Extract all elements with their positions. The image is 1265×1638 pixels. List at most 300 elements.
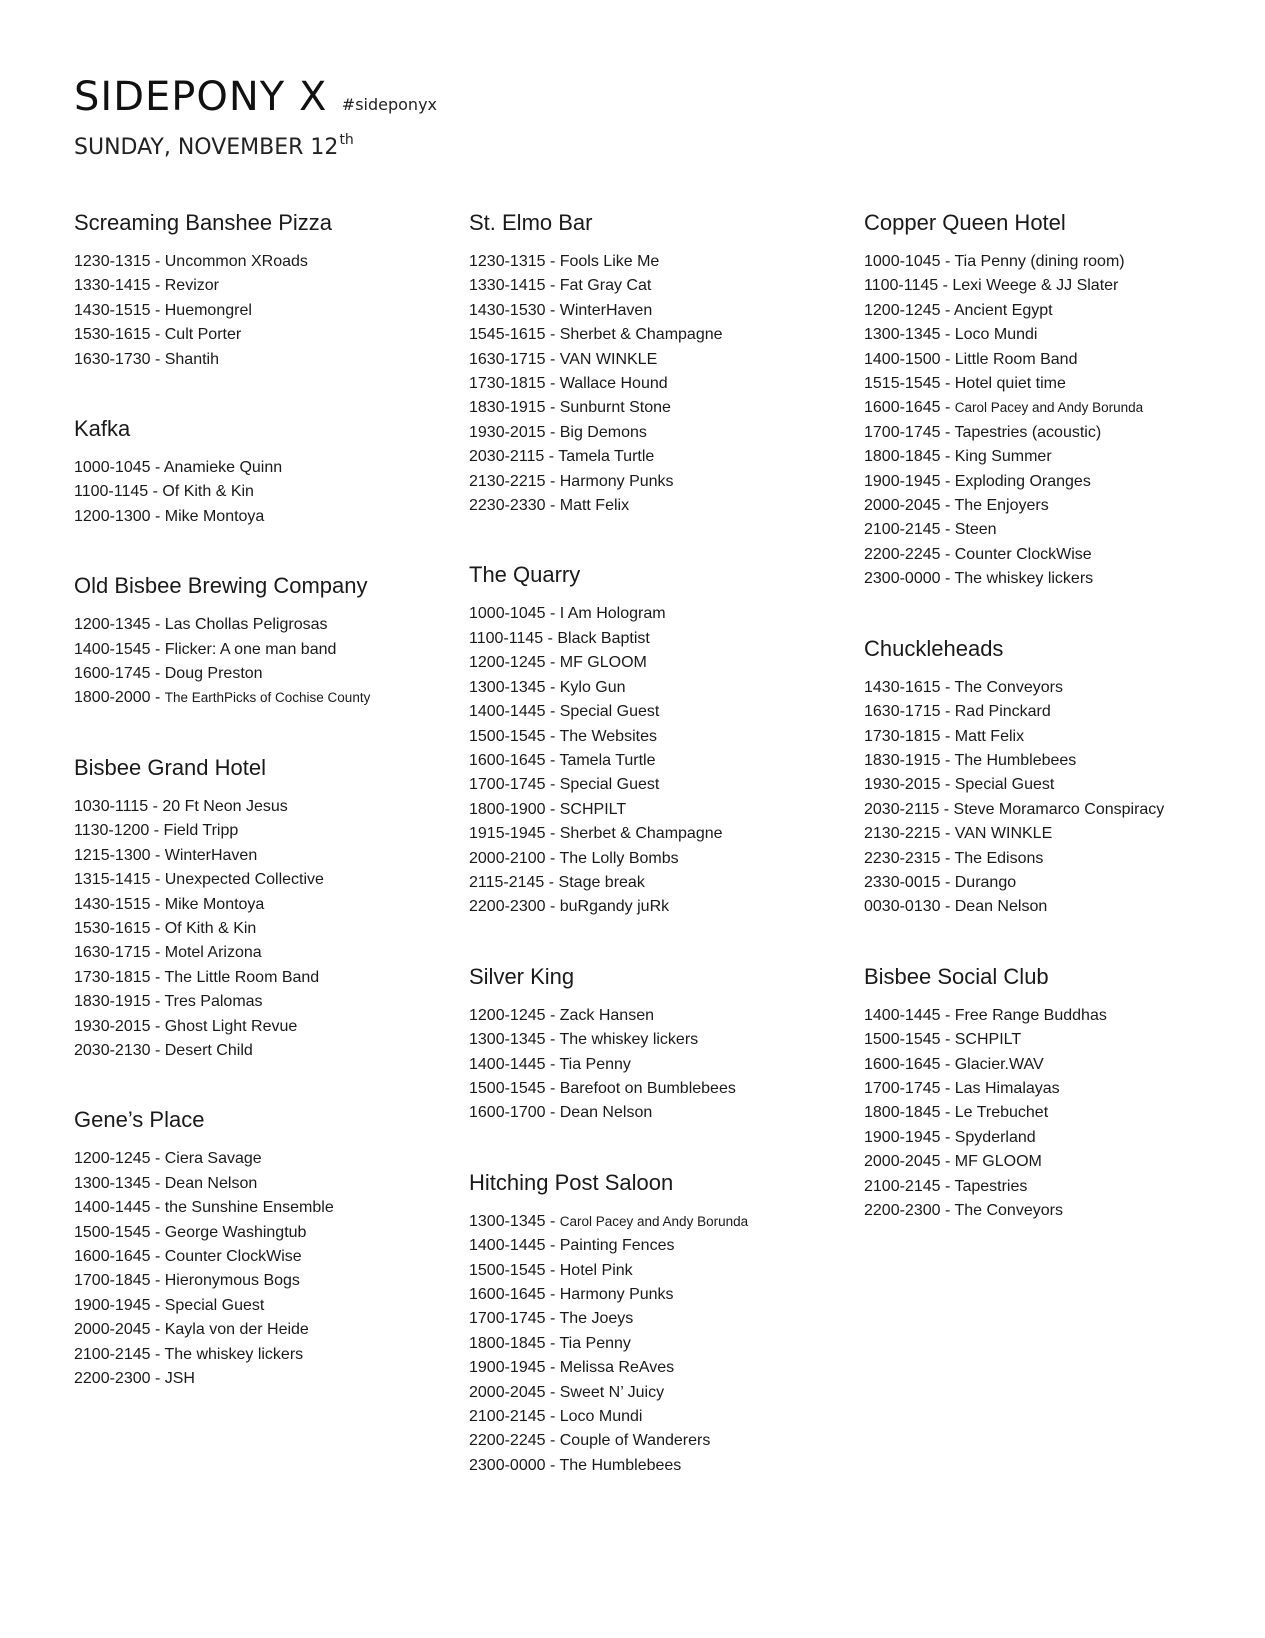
slot-act: Las Himalayas (954, 1079, 1060, 1097)
slot-act: Wallace Hound (559, 375, 668, 393)
slot-act: Melissa ReAves (559, 1359, 675, 1377)
schedule-slot (864, 396, 1244, 420)
slot-separator: - (150, 616, 165, 634)
schedule-slot (74, 274, 454, 298)
schedule-slot (469, 445, 849, 469)
schedule-slot (864, 1077, 1244, 1101)
slot-time: 2100-2145 (864, 521, 941, 539)
slot-time: 1000-1045 (864, 253, 941, 270)
slot-separator: - (940, 472, 955, 490)
slot-separator: - (545, 423, 560, 441)
schedule-slot (469, 871, 849, 895)
schedule-slot (74, 662, 454, 686)
schedule-slot (469, 773, 849, 797)
slot-act: Of Kith & Kin (162, 483, 254, 501)
schedule-slot (864, 725, 1244, 749)
slot-time: 2030-2130 (74, 1041, 151, 1059)
slot-separator: - (545, 678, 560, 696)
slot-time: 1100-1145 (864, 277, 939, 295)
slot-time: 1215-1300 (74, 846, 151, 864)
schedule-column-3 (864, 210, 1244, 1267)
slot-act: Black Baptist (557, 629, 650, 647)
slot-separator: - (940, 678, 955, 696)
slot-time: 1430-1530 (469, 301, 546, 319)
slot-time: 2200-2300 (74, 1370, 151, 1387)
slot-act: Dean Nelson (954, 898, 1048, 916)
slot-separator: - (544, 448, 559, 466)
slot-act: The EarthPicks of Cochise County (164, 690, 371, 706)
slot-act: The Lolly Bombs (559, 849, 679, 867)
slot-act: VAN WINKLE (954, 825, 1053, 843)
slot-time: 1500-1545 (74, 1223, 151, 1241)
slot-time: 1200-1245 (469, 1006, 546, 1024)
slot-act: Ghost Light Revue (164, 1017, 298, 1035)
slot-separator: - (150, 1017, 165, 1035)
slot-time: 2100-2145 (74, 1345, 151, 1363)
schedule-slot (469, 1053, 849, 1077)
slot-act: Tres Palomas (164, 993, 263, 1011)
schedule-slot (74, 480, 454, 504)
slot-act: The Humblebees (954, 751, 1077, 769)
schedule-slot (864, 1199, 1244, 1223)
schedule-slot (469, 1028, 849, 1052)
slot-time: 1200-1300 (74, 507, 151, 525)
slot-time: 1315-1415 (74, 871, 151, 889)
venue-title: Gene’s Place (74, 1107, 205, 1133)
slot-act: The Joeys (559, 1310, 634, 1328)
slot-separator: - (545, 1212, 560, 1230)
venue-title: Kafka (74, 416, 131, 442)
schedule-slot (74, 868, 454, 892)
slot-time: 1400-1445 (469, 1237, 546, 1255)
slot-act: Loco Mundi (559, 1408, 643, 1426)
slot-separator: - (545, 849, 560, 867)
slot-time: 1800-1845 (469, 1334, 546, 1352)
slot-act: Shantih (164, 350, 219, 368)
slot-time: 1400-1545 (74, 640, 151, 658)
slot-time: 1700-1745 (864, 1079, 941, 1097)
schedule-slot (469, 323, 849, 347)
schedule-slot (74, 299, 454, 323)
slot-time: 1600-1645 (469, 1286, 546, 1303)
slot-act: Little Room Band (954, 350, 1078, 368)
schedule-slot (469, 1356, 849, 1380)
schedule-slot (469, 470, 849, 494)
schedule-slot (469, 1004, 849, 1028)
schedule-slot (469, 1259, 849, 1283)
slot-act: The whiskey lickers (559, 1031, 699, 1049)
slot-time: 1630-1715 (469, 350, 546, 368)
slot-time: 1300-1345 (469, 1031, 546, 1049)
venue-screaming-banshee-pizza (74, 210, 454, 372)
slot-time: 1300-1345 (469, 1212, 546, 1230)
slot-time: 1800-1900 (469, 800, 546, 818)
slot-time: 1800-2000 (74, 689, 151, 707)
slot-time: 1400-1445 (469, 703, 546, 721)
schedule-slot (74, 1196, 454, 1220)
slot-act: Steve Moramarco Conspiracy (953, 800, 1165, 818)
schedule-slot (74, 1245, 454, 1269)
schedule-slot (469, 1381, 849, 1405)
slot-separator: - (150, 1345, 165, 1363)
slot-act: Steen (954, 521, 997, 539)
slot-act: Le Trebuchet (954, 1104, 1049, 1122)
slot-time: 1630-1715 (864, 703, 941, 721)
slot-act: Special Guest (164, 1296, 265, 1314)
schedule-slot (74, 1039, 454, 1063)
schedule-slot (864, 372, 1244, 396)
slot-time: 1430-1615 (864, 678, 941, 696)
slot-act: Spyderland (954, 1128, 1036, 1146)
slot-time: 1700-1745 (469, 776, 546, 794)
venue-hitching-post-saloon (469, 1170, 849, 1478)
slot-act: Las Chollas Peligrosas (164, 616, 328, 634)
slot-act: WinterHaven (559, 301, 653, 319)
schedule-slot (74, 1294, 454, 1318)
schedule-slot (864, 749, 1244, 773)
slot-separator: - (150, 1247, 165, 1265)
venue-gene-s-place (74, 1107, 454, 1391)
venue-the-quarry (469, 562, 849, 919)
slot-act: Stage break (558, 873, 645, 891)
slot-time: 1500-1545 (469, 1079, 546, 1097)
slot-act: Motel Arizona (164, 944, 262, 962)
slot-separator: - (150, 1321, 165, 1339)
slot-time: 2030-2115 (469, 448, 545, 466)
slot-time: 1300-1345 (864, 326, 941, 344)
slot-separator: - (150, 968, 165, 986)
slot-time: 2000-2045 (469, 1383, 546, 1401)
schedule-slot (864, 1126, 1244, 1150)
schedule-slot (469, 676, 849, 700)
schedule-slot (864, 250, 1244, 274)
slot-act: The Conveyors (954, 1202, 1063, 1219)
slot-time: 2130-2215 (469, 472, 546, 490)
slot-separator: - (545, 776, 560, 794)
slot-separator: - (545, 751, 560, 769)
schedule-slot (74, 941, 454, 965)
slot-time: 2330-0015 (864, 873, 941, 891)
slot-act: Special Guest (559, 703, 660, 721)
slot-act: Big Demons (559, 423, 647, 441)
slot-act: Revizor (164, 277, 219, 295)
slot-separator: - (150, 253, 165, 270)
slot-act: Desert Child (164, 1041, 253, 1059)
slot-separator: - (543, 629, 558, 647)
slot-time: 1600-1645 (469, 751, 546, 769)
schedule-slot (74, 686, 454, 710)
slot-separator: - (940, 1104, 955, 1122)
schedule-slot (864, 1004, 1244, 1028)
slot-separator: - (940, 1128, 955, 1146)
slot-time: 2230-2315 (864, 849, 941, 867)
slot-time: 1500-1545 (469, 727, 546, 745)
slot-separator: - (545, 1031, 560, 1049)
slot-separator: - (150, 665, 165, 683)
event-title: SIDEPONY X (74, 74, 328, 120)
schedule-slot (469, 1234, 849, 1258)
slot-separator: - (150, 919, 165, 937)
slot-time: 2200-2300 (864, 1202, 941, 1219)
schedule-slot (469, 1307, 849, 1331)
schedule-slot (864, 494, 1244, 518)
slot-act: The Edisons (954, 849, 1044, 867)
slot-act: MF GLOOM (954, 1153, 1042, 1171)
slot-time: 1930-2015 (864, 776, 941, 794)
slot-act: Sunburnt Stone (559, 399, 671, 417)
slot-separator: - (150, 1296, 165, 1314)
slot-separator: - (545, 1079, 560, 1097)
slot-time: 1700-1845 (74, 1272, 151, 1290)
schedule-slot (469, 348, 849, 372)
slot-separator: - (150, 1150, 165, 1168)
schedule-slot (74, 323, 454, 347)
slot-time: 1700-1745 (469, 1310, 546, 1328)
slot-time: 2200-2245 (864, 545, 941, 563)
slot-act: Tia Penny (559, 1334, 631, 1352)
slot-act: Ancient Egypt (953, 301, 1053, 319)
slot-act: Flicker: A one man band (164, 640, 337, 658)
slot-separator: - (545, 472, 560, 490)
slot-separator: - (940, 1177, 955, 1195)
slot-time: 1830-1915 (74, 993, 151, 1011)
schedule-slot (469, 627, 849, 651)
schedule-slot (74, 638, 454, 662)
schedule-slot (469, 421, 849, 445)
page-title (74, 74, 437, 120)
slot-time: 1630-1730 (74, 350, 151, 368)
slot-act: Carol Pacey and Andy Borunda (954, 400, 1144, 416)
schedule-slot (74, 819, 454, 843)
schedule-slot (74, 348, 454, 372)
slot-time: 1915-1945 (469, 825, 546, 843)
slot-separator: - (150, 326, 165, 344)
slot-act: Tia Penny (dining room) (954, 253, 1125, 270)
venue-bisbee-social-club (864, 964, 1244, 1224)
slot-time: 1430-1515 (74, 895, 151, 913)
event-date-suffix: th (339, 132, 354, 148)
slot-separator: - (940, 1055, 955, 1073)
slot-act: Carol Pacey and Andy Borunda (559, 1213, 749, 1229)
slot-act: King Summer (954, 448, 1052, 466)
slot-time: 2200-2300 (469, 898, 546, 916)
slot-separator: - (150, 1370, 165, 1387)
slot-time: 1130-1200 (74, 822, 150, 840)
slot-time: 1900-1945 (864, 1128, 941, 1146)
slot-act: Kylo Gun (559, 678, 626, 696)
slot-act: the Sunshine Ensemble (164, 1199, 334, 1217)
slot-act: buRgandy juRk (559, 898, 670, 916)
slot-separator: - (150, 1199, 165, 1217)
slot-act: VAN WINKLE (559, 350, 658, 368)
slot-act: Free Range Buddhas (954, 1006, 1107, 1024)
schedule-slot (864, 274, 1244, 298)
schedule-slot (469, 1210, 849, 1234)
slot-act: Lexi Weege & JJ Slater (952, 277, 1119, 295)
slot-separator: - (150, 846, 165, 864)
slot-time: 2030-2115 (864, 800, 940, 818)
slot-time: 1530-1615 (74, 919, 151, 937)
slot-separator: - (940, 1202, 955, 1219)
venue-st-elmo-bar (469, 210, 849, 518)
schedule-slot (864, 567, 1244, 591)
slot-time: 1930-2015 (469, 423, 546, 441)
schedule-slot (864, 1101, 1244, 1125)
venue-title: Silver King (469, 963, 575, 989)
slot-time: 1400-1445 (469, 1055, 546, 1073)
slot-act: MF GLOOM (559, 654, 647, 672)
schedule-slot (74, 1269, 454, 1293)
slot-separator: - (545, 1359, 560, 1377)
schedule-slot (864, 323, 1244, 347)
slot-time: 1730-1815 (864, 727, 941, 745)
slot-separator: - (545, 1334, 560, 1352)
slot-act: Tamela Turtle (558, 448, 655, 466)
schedule-slot (469, 494, 849, 518)
schedule-slot (74, 505, 454, 529)
slot-act: Mike Montoya (164, 895, 265, 913)
slot-time: 1600-1745 (74, 665, 151, 683)
slot-separator: - (545, 350, 560, 368)
slot-separator: - (545, 1237, 560, 1255)
slot-separator: - (940, 825, 955, 843)
slot-time: 1000-1045 (74, 459, 151, 477)
slot-separator: - (940, 545, 955, 563)
slot-time: 1500-1545 (469, 1261, 546, 1279)
schedule-slot (864, 470, 1244, 494)
schedule-slot (74, 990, 454, 1014)
slot-separator: - (150, 689, 165, 707)
schedule-slot (74, 1343, 454, 1367)
schedule-slot (74, 1221, 454, 1245)
slot-time: 1230-1315 (469, 253, 546, 270)
schedule-slot (469, 1429, 849, 1453)
schedule-slot (74, 1172, 454, 1196)
schedule-slot (74, 893, 454, 917)
schedule-slot (469, 250, 849, 274)
slot-time: 2100-2145 (469, 1408, 546, 1426)
slot-act: Harmony Punks (559, 472, 674, 490)
slot-separator: - (149, 822, 164, 840)
slot-act: Hotel quiet time (954, 375, 1066, 393)
slot-time: 2000-2045 (864, 1153, 941, 1171)
schedule-slot (864, 543, 1244, 567)
schedule-slot (469, 299, 849, 323)
slot-time: 1430-1515 (74, 301, 151, 319)
slot-act: 20 Ft Neon Jesus (162, 797, 288, 815)
slot-separator: - (940, 521, 955, 539)
slot-act: SCHPILT (559, 800, 627, 818)
slot-separator: - (150, 1223, 165, 1241)
slot-act: Of Kith & Kin (164, 919, 257, 937)
slot-separator: - (545, 605, 560, 623)
slot-separator: - (940, 1153, 955, 1171)
slot-act: Unexpected Collective (164, 871, 324, 889)
slot-separator: - (940, 873, 955, 891)
venue-title: Copper Queen Hotel (864, 210, 1066, 235)
schedule-slot (864, 299, 1244, 323)
slot-act: The Enjoyers (954, 497, 1049, 515)
slot-act: Rad Pinckard (954, 703, 1051, 721)
slot-act: Special Guest (559, 776, 660, 794)
slot-time: 1500-1545 (864, 1031, 941, 1049)
schedule-slot (864, 1053, 1244, 1077)
slot-separator: - (545, 497, 560, 515)
slot-time: 1830-1915 (469, 399, 546, 417)
slot-act: Sherbet & Champagne (559, 825, 723, 843)
schedule-slot (864, 871, 1244, 895)
schedule-slot (864, 421, 1244, 445)
slot-separator: - (940, 448, 955, 466)
slot-act: Tamela Turtle (559, 751, 656, 769)
schedule-slot (469, 847, 849, 871)
schedule-slot (74, 966, 454, 990)
schedule-slot (864, 1175, 1244, 1199)
schedule-slot (74, 1147, 454, 1171)
slot-time: 1000-1045 (469, 605, 546, 623)
slot-separator: - (940, 1006, 955, 1024)
schedule-slot (469, 1454, 849, 1478)
slot-act: Hieronymous Bogs (164, 1272, 300, 1290)
schedule-slot (864, 676, 1244, 700)
slot-time: 1200-1345 (74, 616, 151, 634)
venue-silver-king (469, 964, 849, 1126)
slot-separator: - (545, 703, 560, 721)
schedule-column-2 (469, 210, 849, 1522)
schedule-slot (469, 1405, 849, 1429)
schedule-column-1 (74, 210, 454, 1435)
schedule-slot (74, 917, 454, 941)
slot-act: Doug Preston (164, 665, 263, 683)
slot-act: Huemongrel (164, 301, 252, 319)
schedule-slot (74, 1367, 454, 1391)
slot-separator: - (545, 654, 560, 672)
slot-time: 1330-1415 (74, 277, 151, 295)
venue-title: The Quarry (469, 562, 581, 588)
slot-act: Painting Fences (559, 1237, 675, 1255)
slot-separator: - (940, 301, 954, 319)
slot-time: 1730-1815 (469, 375, 546, 393)
slot-act: Cult Porter (164, 326, 242, 344)
slot-act: Tia Penny (559, 1055, 631, 1073)
slot-separator: - (545, 825, 560, 843)
slot-time: 2000-2100 (469, 849, 546, 867)
slot-act: The Humblebees (559, 1456, 682, 1474)
slot-separator: - (545, 1286, 560, 1303)
slot-separator: - (940, 751, 955, 769)
schedule-slot (864, 700, 1244, 724)
slot-separator: - (150, 350, 165, 368)
slot-time: 1900-1945 (469, 1359, 546, 1377)
slot-act: Matt Felix (954, 727, 1025, 745)
slot-separator: - (545, 301, 560, 319)
slot-act: Zack Hansen (559, 1006, 654, 1024)
slot-time: 2000-2045 (74, 1321, 151, 1339)
slot-time: 2100-2145 (864, 1177, 941, 1195)
schedule-slot (864, 518, 1244, 542)
slot-separator: - (150, 640, 165, 658)
venue-bisbee-grand-hotel (74, 755, 454, 1063)
schedule-slot (74, 844, 454, 868)
slot-time: 1600-1645 (864, 399, 941, 417)
schedule-slot (469, 1283, 849, 1307)
schedule-slot (469, 798, 849, 822)
slot-separator: - (545, 399, 560, 417)
schedule-slot (469, 396, 849, 420)
slot-time: 1900-1945 (74, 1296, 151, 1314)
slot-separator: - (150, 1272, 165, 1290)
slot-act: SCHPILT (954, 1031, 1022, 1049)
